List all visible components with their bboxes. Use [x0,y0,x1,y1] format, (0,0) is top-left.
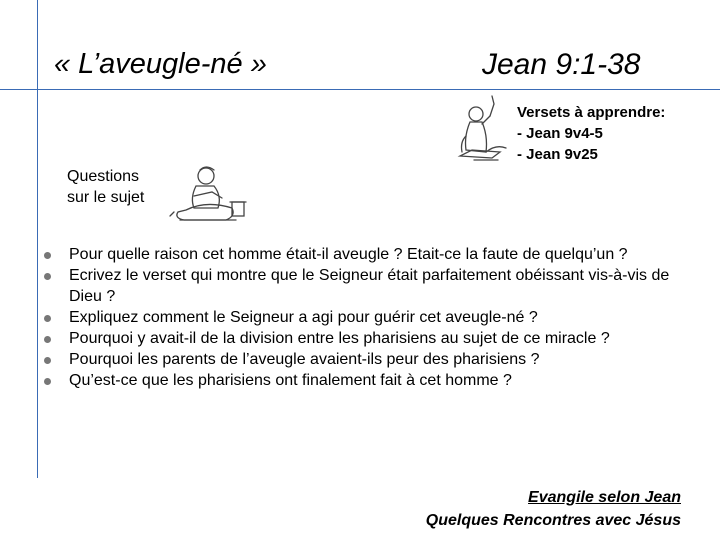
question-list [44,244,694,391]
footer-series-subtitle: Quelques Rencontres avec Jésus [425,512,681,529]
person-raising-hand-icon [452,92,514,164]
person-reading-icon [166,162,250,224]
bullet-icon [44,252,51,259]
question-text: Pourquoi les parents de l’aveugle avaient-ils peur des pharisiens ? [69,351,540,368]
memory-line: - Jean 9v25 [517,146,598,163]
question-text: Pour quelle raison cet homme était-il aveugle ? Etait-ce la faute de quelqu’un ? [69,246,628,263]
list-item [44,349,694,370]
list-item [44,370,694,391]
questions-label [67,166,177,208]
question-text: Pourquoi y avait-il de la division entre les pharisiens au sujet de ce miracle ? [69,330,610,347]
list-item [44,328,694,349]
memory-line: - Jean 9v4-5 [517,125,603,142]
vertical-rule [37,0,38,478]
scripture-reference: Jean 9:1-38 [482,48,641,81]
questions-label-line: sur le sujet [67,189,145,206]
memory-heading: Versets à apprendre: [517,104,666,121]
lesson-title: « L’aveugle-né » [54,48,267,80]
list-item [44,244,694,265]
list-item [44,307,694,328]
footer [426,487,681,532]
question-text: Ecrivez le verset qui montre que le Seigneur était parfaitement obéissant vis-à-vis de Dieu ? [69,267,670,305]
bullet-icon [44,336,51,343]
bullet-icon [44,315,51,322]
list-item [44,265,694,307]
memory-verses [517,102,665,165]
question-text: Qu’est-ce que les pharisiens ont finalement fait à cet homme ? [69,372,512,389]
questions-label-line: Questions [67,168,140,185]
question-text: Expliquez comment le Seigneur a agi pour guérir cet aveugle-né ? [69,309,538,326]
horizontal-rule [0,89,720,90]
bullet-icon [44,273,51,280]
bullet-icon [44,378,51,385]
bullet-icon [44,357,51,364]
footer-series-title: Evangile selon Jean [528,489,681,506]
